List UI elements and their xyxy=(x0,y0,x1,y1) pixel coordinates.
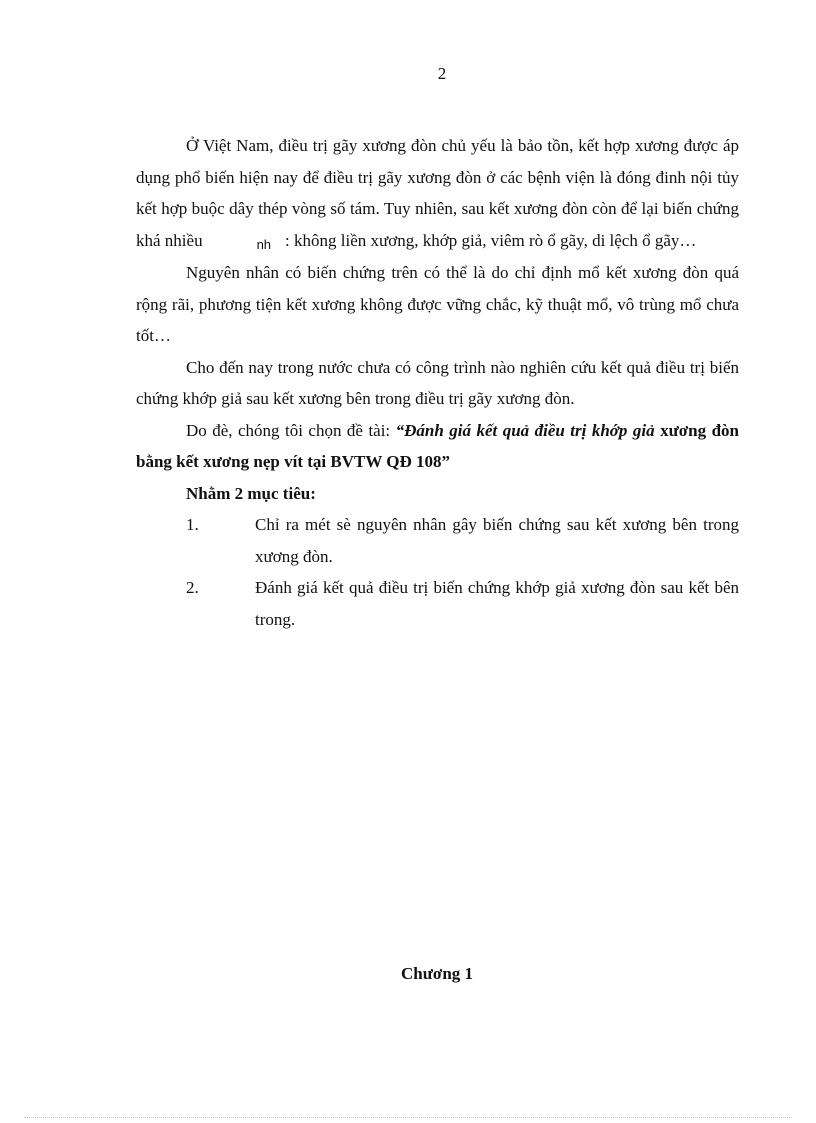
paragraph-1 xyxy=(136,130,739,257)
thesis-title-bold: xương đòn bằng kết xương nẹp vít tại BVTW QĐ 108” xyxy=(136,420,740,471)
document-body xyxy=(136,130,739,635)
objective-text: Đánh giá kết quả điều trị biến chứng khớp giả xương đòn sau kết bên trong. xyxy=(255,578,739,629)
paragraph-1-before: Ở Việt Nam, điều trị gãy xương đòn chủ yếu là bảo tồn, kết hợp xương được áp dụng phổ biến hiện nay để điều trị gãy xương đòn ở các bệnh viện là đóng đinh nội tủy kết hợp buộc dây thép vòng số tám. Tuy nhiên, sau kết xương đòn còn để lại biến chứng khá nhiều xyxy=(136,136,739,250)
paragraph-3: Cho đến nay trong nước chưa có công trình nào nghiên cứu kết quả điều trị biến chứng khớp giả sau kết xương bên trong điều trị gãy xương đòn. xyxy=(136,357,739,408)
inline-mark: nh xyxy=(256,236,272,252)
objective-number: 1. xyxy=(186,515,199,534)
paragraph-1-after: : không liền xương, khớp giả, viêm rò ổ gãy, di lệch ổ gãy… xyxy=(285,230,697,250)
objective-number: 2. xyxy=(186,578,199,597)
chapter-title: Chương 1 xyxy=(400,964,474,983)
objectives-heading: Nhằm 2 mục tiêu: xyxy=(186,483,316,503)
objective-item-2 xyxy=(136,572,739,635)
paragraph-2: Nguyên nhân có biến chứng trên có thể là do chỉ định mổ kết xương đòn quá rộng rãi, phương tiện kết xương không được vững chắc, kỹ thuật mổ, vô trùng mổ chưa tốt… xyxy=(136,263,739,345)
objective-item-1 xyxy=(136,509,739,572)
paragraph-4-lead: Do đè, chóng tôi chọn đề tài: xyxy=(186,420,391,440)
thesis-title-italic: “Đánh giá kết quả điều trị khớp giả xyxy=(395,420,655,440)
page-number: 2 xyxy=(437,64,447,83)
paragraph-4 xyxy=(136,415,739,478)
page-bottom-divider xyxy=(24,1117,792,1118)
objective-text: Chỉ ra mét sè nguyên nhân gây biến chứng sau kết xương bên trong xương đòn. xyxy=(255,515,739,566)
